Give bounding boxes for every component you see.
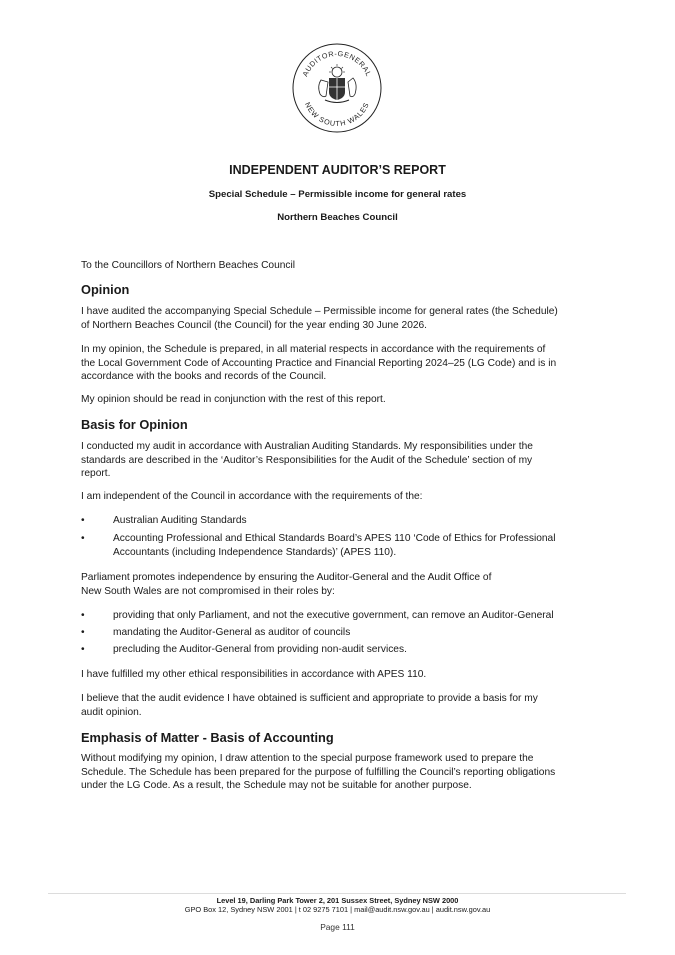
bullet-icon: • — [81, 627, 85, 638]
opinion-heading: Opinion — [81, 282, 130, 297]
basis-paragraph-4: I have fulfilled my other ethical responsibilities in accordance with APES 110. — [81, 669, 427, 680]
text-line: providing that only Parliament, and not the executive government, can remove an Auditor-General — [113, 610, 554, 621]
text-line: Accountants (including Independence Standards)’ (APES 110). — [113, 546, 397, 558]
emphasis-heading: Emphasis of Matter - Basis of Accounting — [81, 730, 334, 745]
basis-heading: Basis for Opinion — [81, 417, 188, 432]
text-line: I have audited the accompanying Special Schedule – Permissible income for general rates (the Schedule) — [81, 306, 558, 317]
text-line: precluding the Auditor-General from providing non-audit services. — [113, 644, 407, 655]
text-line: Accounting Professional and Ethical Standards Board’s APES 110 ‘Code of Ethics for Professional — [113, 533, 556, 544]
report-title: INDEPENDENT AUDITOR’S REPORT — [229, 163, 446, 177]
bullet-icon: • — [81, 533, 85, 544]
page-number: Page 111 — [320, 922, 355, 932]
text-line: Schedule. The Schedule has been prepared for the purpose of fulfilling the Council’s reporting obligations — [81, 766, 556, 778]
text-line: New South Wales are not compromised in their roles by: — [81, 585, 335, 597]
salutation: To the Councillors of Northern Beaches Council — [81, 260, 296, 271]
text-line: of Northern Beaches Council (the Council) for the year ending 30 June 2026. — [81, 319, 428, 331]
text-line: the Local Government Code of Accounting Practice and Financial Reporting 2024–25 (LG Code) and is in — [81, 357, 557, 369]
basis-paragraph-1 — [81, 440, 601, 481]
text-line: standards are described in the ‘Auditor’s Responsibilities for the Audit of the Schedule’ section of my — [81, 454, 533, 466]
text-line: Parliament promotes independence by ensuring the Auditor-General and the Audit Office of — [81, 572, 492, 583]
report-subtitle: Special Schedule – Permissible income for general rates — [208, 189, 467, 200]
basis-paragraph-2: I am independent of the Council in accordance with the requirements of the: — [81, 491, 423, 502]
text-line: mandating the Auditor-General as auditor of councils — [113, 627, 351, 638]
emphasis-paragraph — [81, 752, 601, 793]
auditor-general-seal-icon — [291, 42, 383, 134]
text-line: accordance with the books and records of the Council. — [81, 371, 327, 383]
bullet-icon: • — [81, 644, 85, 655]
text-line: Without modifying my opinion, I draw attention to the special purpose framework used to prepare the — [81, 753, 534, 764]
opinion-paragraph-2 — [81, 343, 601, 384]
text-line: audit opinion. — [81, 706, 142, 718]
footer-divider — [48, 893, 626, 894]
text-line: I conducted my audit in accordance with Australian Auditing Standards. My responsibilities under the — [81, 441, 533, 452]
svg-text:AUDITOR-GENERAL: AUDITOR-GENERAL — [300, 48, 374, 78]
text-line: under the LG Code. As a result, the Schedule may not be suitable for another purpose. — [81, 780, 472, 792]
opinion-paragraph-1 — [81, 305, 601, 332]
council-name: Northern Beaches Council — [277, 212, 398, 223]
basis-paragraph-5 — [81, 692, 601, 719]
text-line: report. — [81, 468, 111, 480]
text-line: Australian Auditing Standards — [113, 515, 247, 526]
footer-address: Level 19, Darling Park Tower 2, 201 Sussex Street, Sydney NSW 2000 — [216, 896, 459, 905]
opinion-paragraph-3: My opinion should be read in conjunction with the rest of this report. — [81, 394, 386, 405]
bullet-icon: • — [81, 515, 85, 526]
svg-text:NEW SOUTH WALES: NEW SOUTH WALES — [303, 100, 371, 129]
footer-contact: GPO Box 12, Sydney NSW 2001 | t 02 9275 7101 | mail@audit.nsw.gov.au | audit.nsw.gov.au — [184, 905, 491, 914]
text-line: In my opinion, the Schedule is prepared, in all material respects in accordance with the requirements of — [81, 344, 546, 355]
text-line: I believe that the audit evidence I have obtained is sufficient and appropriate to provide a basis for my — [81, 693, 538, 704]
bullet-icon: • — [81, 610, 85, 621]
basis-paragraph-3 — [81, 571, 601, 598]
